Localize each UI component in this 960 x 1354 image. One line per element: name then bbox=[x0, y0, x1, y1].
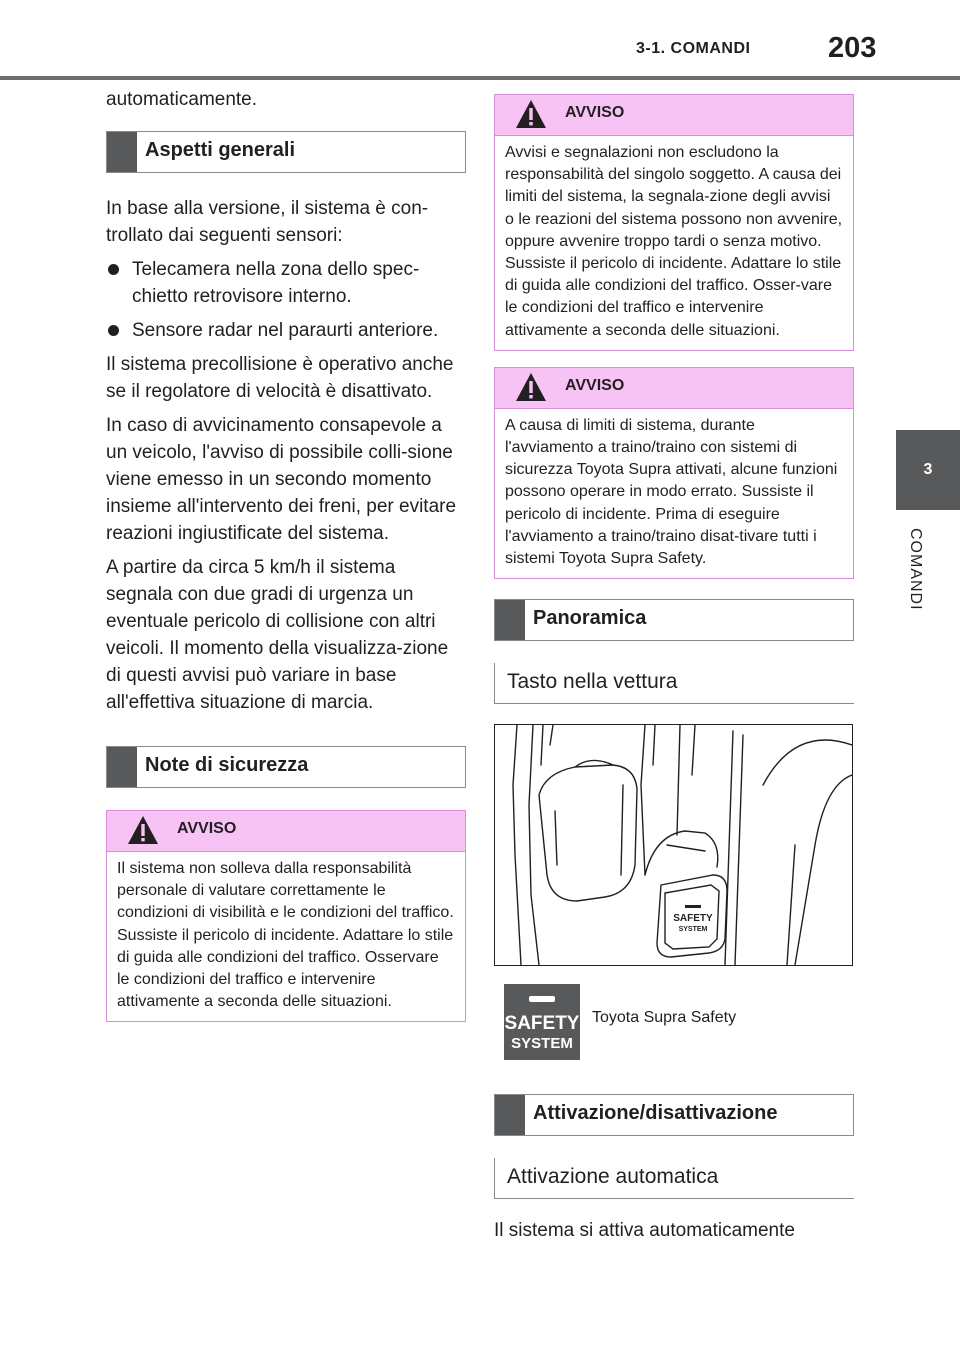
warning-box bbox=[106, 810, 466, 1022]
illustration-button-label: SAFETY bbox=[673, 913, 713, 925]
heading-text: Note di sicurezza bbox=[145, 754, 309, 776]
warning-title: AVVISO bbox=[565, 376, 625, 394]
heading-text: Panoramica bbox=[533, 607, 647, 630]
icon-label: SYSTEM bbox=[511, 1035, 573, 1053]
paragraph: Il sistema si attiva automaticamente bbox=[494, 1220, 795, 1242]
warning-text: A causa di limiti di sistema, durante l'avviamento a traino/traino con sistemi di sicurezza Toyota Supra attivati, alcune funzioni possono operare in modo errato. Sussiste il pericolo di incidente. Prima di eseguire l'avviamento a traino/traino disat-tivare tutti i sistemi Toyota Supra Safety. bbox=[505, 416, 838, 568]
warning-box bbox=[494, 367, 854, 579]
paragraph: In base alla versione, il sistema è con-trollato dai seguenti sensori: bbox=[106, 198, 429, 246]
chapter-tab[interactable]: 3 bbox=[896, 430, 960, 510]
warning-text: Avvisi e segnalazioni non escludono la responsabilità del singolo soggetto. A causa dei limiti del sistema, la segnala-zione degli avvisi o le reazioni del sistema possono non avvenire, oppure avvenire troppo tardi o senza motivo. Sussiste il pericolo di incidente. Adattare lo stile di guida alle condizioni del traffico. Osser-vare le condizioni del traffico e intervenire attivamente a seconda delle situazioni. bbox=[505, 144, 843, 339]
icon-label: SAFETY bbox=[504, 1013, 580, 1035]
warning-box bbox=[494, 94, 854, 351]
heading-bar bbox=[495, 1095, 525, 1135]
header-section-title: 3-1. COMANDI bbox=[636, 40, 751, 57]
page-number: 203 bbox=[828, 32, 877, 64]
paragraph: Il sistema precollisione è operativo anche se il regolatore di velocità è disattivato. bbox=[106, 354, 454, 402]
heading-bar bbox=[107, 132, 137, 172]
list-item: Telecamera nella zona dello spec-chietto retrovisore interno. bbox=[106, 256, 466, 310]
sensor-list bbox=[106, 256, 466, 344]
warning-triangle-icon bbox=[515, 98, 547, 130]
right-column bbox=[494, 94, 854, 1251]
heading-bar bbox=[495, 600, 525, 640]
warning-triangle-icon bbox=[515, 371, 547, 403]
header-rule bbox=[0, 76, 960, 80]
warning-text: Il sistema non solleva dalla responsabilità personale di valutare correttamente le condizioni di visibilità e le condizioni del traffico. Sussiste il pericolo di incidente. Adattare lo stile di guida alle condizioni del traffico. Osservare le condizioni del traffico e intervenire attivamente a seconda delle situazioni. bbox=[117, 860, 454, 1011]
subheading-auto: Attivazione automatica bbox=[494, 1158, 854, 1199]
warning-header bbox=[495, 368, 853, 409]
heading-text: Attivazione/disattivazione bbox=[533, 1102, 778, 1125]
legend-row bbox=[494, 984, 854, 1060]
legend-text: Toyota Supra Safety bbox=[592, 1009, 737, 1027]
intro-text: automaticamente. bbox=[106, 89, 258, 110]
heading-text: Aspetti generali bbox=[145, 139, 296, 161]
console-illustration bbox=[494, 724, 853, 966]
warning-header bbox=[495, 95, 853, 136]
warning-title: AVVISO bbox=[565, 104, 625, 121]
section-heading-overview bbox=[494, 599, 854, 641]
paragraph: In caso di avvicinamento consapevole a un veicolo, l'avviso di possibile colli-sione viene emesso in un secondo momento insieme all'intervento dei freni, per evitare reazioni ingiustificate del sistema. bbox=[106, 415, 457, 544]
warning-title: AVVISO bbox=[177, 820, 237, 837]
section-heading-activation bbox=[494, 1094, 854, 1136]
safety-system-button-icon bbox=[504, 984, 580, 1060]
chapter-label: COMANDI bbox=[907, 528, 924, 611]
section-heading-safety bbox=[106, 746, 466, 788]
illustration-button-label: SYSTEM bbox=[678, 926, 708, 934]
left-column bbox=[106, 86, 466, 1038]
paragraph: A partire da circa 5 km/h il sistema segnala con due gradi di urgenza un eventuale pericolo di collisione con altri veicoli. Il momento della visualizza-zione di questi avvisi può variare in base all'effettiva situazione di marcia. bbox=[106, 557, 449, 713]
warning-header bbox=[107, 811, 465, 852]
list-item: Sensore radar nel paraurti anteriore. bbox=[106, 317, 466, 344]
heading-bar bbox=[107, 747, 137, 787]
warning-triangle-icon bbox=[127, 814, 159, 846]
section-heading-general bbox=[106, 131, 466, 173]
subheading-button: Tasto nella vettura bbox=[494, 663, 854, 704]
